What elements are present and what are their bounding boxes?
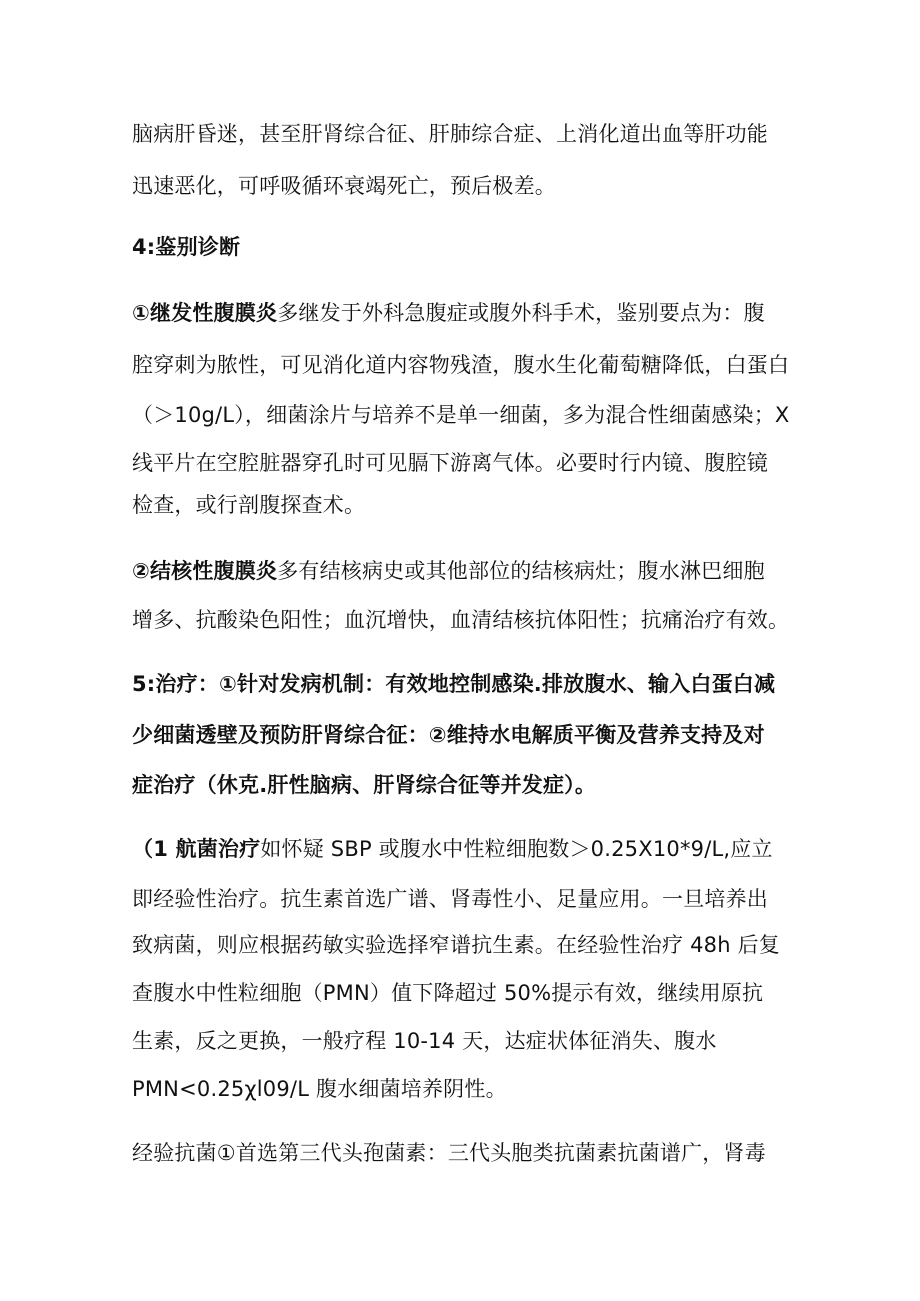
text-line: [132, 232, 240, 262]
text-segment: 检查，或行剖腹探查术。: [132, 493, 366, 517]
text-segment: 脑病肝昏迷，甚至肝肾综合征、肝肺综合症、上消化道出血等肝功能: [132, 122, 768, 146]
text-line: [132, 770, 596, 800]
text-line: [132, 978, 763, 1008]
text-line: [132, 884, 768, 914]
bold-text-segment: 少细菌透壁及预防肝肾综合征：②维持水电解质平衡及营养支持及对: [132, 723, 765, 747]
text-line: [132, 669, 775, 699]
bold-text-segment: ①继发性腹膜炎: [132, 301, 278, 325]
text-line: [132, 171, 556, 201]
text-segment: 生素，反之更换，一般疗程 10-14 天，达症状体征消失、腹水: [132, 1029, 717, 1053]
bold-text-segment: （1 航菌治疗: [132, 837, 261, 861]
text-line: [132, 720, 765, 750]
bold-text-segment: 4:鉴别诊断: [132, 235, 241, 259]
text-segment: 多有结核病史或其他部位的结核病灶；腹水淋巴细胞: [277, 559, 765, 583]
text-line: [132, 350, 789, 380]
bold-text-segment: ②结核性腹膜炎: [132, 559, 278, 583]
bold-text-segment: 症治疗（休克.肝性脑病、肝肾综合征等并发症）。: [132, 773, 597, 797]
text-line: [132, 834, 773, 864]
text-line: [132, 1074, 507, 1104]
text-segment: 致病菌，则应根据药敏实验选择窄谱抗生素。在经验性治疗 48h 后复: [132, 933, 780, 957]
text-segment: 线平片在空腔脏器穿孔时可见膈下游离气体。必要时行内镜、腹腔镜: [132, 451, 768, 475]
text-segment: PMN<0.25χl09/L 腹水细菌培养阴性。: [132, 1077, 507, 1101]
text-segment: 即经验性治疗。抗生素首选广谱、肾毒性小、足量应用。一旦培养出: [132, 887, 768, 911]
text-segment: 迅速恶化，可呼吸循环衰竭死亡，预后极差。: [132, 174, 556, 198]
text-line: [132, 1138, 766, 1168]
text-segment: 增多、抗酸染色阳性；血沉增快，血清结核抗体阳性；抗痛治疗有效。: [132, 608, 790, 632]
text-line: [132, 1026, 717, 1056]
text-segment: 经验抗菌①首选第三代头孢菌素：三代头胞类抗菌素抗菌谱广，肾毒: [132, 1141, 766, 1165]
text-line: [132, 400, 790, 430]
text-line: [132, 605, 789, 635]
text-segment: 查腹水中性粒细胞（PMN）值下降超过 50%提示有效，继续用原抗: [132, 981, 764, 1005]
text-line: [132, 490, 365, 520]
text-line: [132, 930, 780, 960]
text-segment: （＞10g/L），细菌涂片与培养不是单一细菌，多为混合性细菌感染；X: [132, 403, 790, 427]
bold-text-segment: 5:治疗：①针对发病机制：有效地控制感染.排放腹水、输入白蛋白减: [132, 672, 776, 696]
text-line: [132, 556, 765, 586]
text-line: [132, 298, 765, 328]
text-segment: 腔穿刺为脓性，可见消化道内容物残渣，腹水生化葡萄糖降低，白蛋白: [132, 353, 790, 377]
text-segment: 多继发于外科急腹症或腹外科手术，鉴别要点为：腹: [277, 301, 765, 325]
text-line: [132, 119, 768, 149]
text-segment: 如怀疑 SBP 或腹水中性粒细胞数＞0.25X10*9/L,应立: [260, 837, 773, 861]
text-line: [132, 448, 768, 478]
